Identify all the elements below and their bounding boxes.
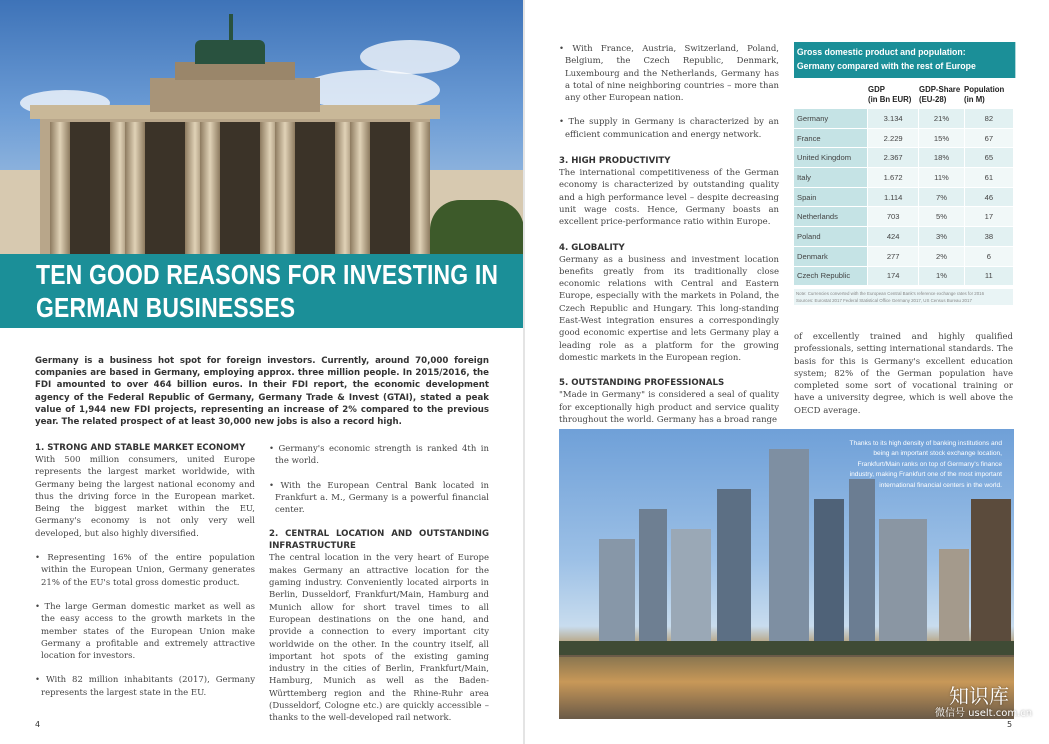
- table-row: Italy 1.672 11% 61: [794, 168, 1013, 188]
- title-line-1: TEN GOOD REASONS FOR INVESTING IN: [36, 259, 499, 290]
- section-2-bullet: • The supply in Germany is characterized by an efficient communication and energy network.: [559, 117, 779, 140]
- page-title: [36, 258, 499, 324]
- section-4-heading: 4. GLOBALITY: [559, 242, 625, 253]
- column-2: [269, 443, 489, 725]
- section-1-bullet: • With 82 million inhabitants (2017), Germany represents the largest state in the EU.: [35, 675, 255, 698]
- section-5-heading: 5. OUTSTANDING PROFESSIONALS: [559, 378, 725, 389]
- table-header-row: [794, 78, 1013, 109]
- table-title-line-2: Germany compared with the rest of Europe: [796, 61, 976, 71]
- intro-paragraph: Germany is a business hot spot for foreign investors. Currently, around 70,000 foreign companies are based in Germany, employing approx. three million people. In 2015/2016, the FDI amounted to over 464 billion euros. In their FDI report, the economic development agency of the Federal Republic of Germany, Germany Trade & Invest (GTAI), stated a peak value of 1,944 new FDI projects, representing an increase of 2% compared to the previous year. The related prospect of at least 30,000 new jobs is also a record high.: [35, 356, 489, 428]
- photo-caption: Thanks to its high density of banking institutions and being an important stock exchange location, Frankfurt/Main ranks on top of Germany's finance industry, making Frankfurt one of the most important international financial centers in the world.: [849, 440, 1002, 489]
- page-number-left: 4: [35, 720, 41, 729]
- frankfurt-skyline-photo: [559, 429, 1014, 719]
- watermark-logo: 知识库: [949, 684, 1009, 708]
- column-3: [559, 43, 779, 426]
- table-row: Poland 424 3% 38: [794, 227, 1013, 247]
- page-number-right: 5: [1007, 720, 1013, 729]
- left-page: [0, 0, 524, 744]
- table-title-line-1: Gross domestic product and population:: [796, 47, 966, 57]
- section-2-bullet: • With France, Austria, Switzerland, Poland, Belgium, the Czech Republic, Denmark, Luxembourg and the Netherlands, Germany has a total of nine neighboring countries – more than any other European nation.: [559, 44, 779, 104]
- column-header-gdp: GDP (in Bn EUR): [868, 85, 912, 104]
- table-row: France 2.229 15% 67: [794, 129, 1013, 149]
- section-5-body-continued: of excellently trained and highly qualified professionals, setting international standards. The basis for this is Germany's excellent education system; 82% of the German population have completed some sort of vocational training or have a university degree, which is well above the OECD average.: [794, 332, 1013, 416]
- section-1-bullet: • With the European Central Bank located in Frankfurt a. M., Germany is a powerful financial center.: [269, 480, 489, 516]
- brandenburg-gate-photo: [0, 0, 524, 254]
- table-row: Denmark 277 2% 6: [794, 247, 1013, 267]
- section-3-heading: 3. HIGH PRODUCTIVITY: [559, 156, 671, 167]
- column-4: [794, 331, 1013, 417]
- table-row: Germany 3.134 21% 82: [794, 109, 1013, 129]
- watermark-sub: 微信号 uselt.com.cn: [935, 708, 1033, 719]
- column-header-population: Population (in M): [964, 85, 1005, 104]
- table-row: Spain 1.114 7% 46: [794, 188, 1013, 208]
- section-1-bullet: • Germany's economic strength is ranked 4th in the world.: [269, 444, 489, 467]
- section-3-body: The international competitiveness of the German economy is characterized by outstanding quality and a high performance level – despite decreasing unit wage costs. Hence, Germany boasts an excellent price-performance ratio within Europe.: [559, 168, 779, 228]
- section-1-heading: 1. STRONG AND STABLE MARKET ECONOMY: [35, 443, 246, 453]
- table-row: Netherlands 703 5% 17: [794, 207, 1013, 227]
- section-2-body: The central location in the very heart of Europe makes Germany an attractive location for the gaming industry. Conveniently located airports in Berlin, Dusseldorf, Frankfurt/Main, Hamburg and Munich allow for short travel times to all European destinations on the one hand, and provide a connection to every important city worldwide on the other. In the country itself, all important hot spots of the existing gaming industry in the cities of Berlin, Frankfurt/Main, Hamburg, Munich as well as the Baden-Württemberg region and the Rhine-Ruhr area (Dusseldorf, Cologne etc.) are quickly accessible – thanks to the well-developed rail network.: [269, 553, 489, 724]
- table-note: Note: Currencies converted with the European Central Bank's reference exchange rates for 2016 Sources: Eurostat 2017 Federal Statistical Office Germany 2017, US Census Bureau 2017: [794, 289, 1013, 305]
- section-2-heading: 2. CENTRAL LOCATION AND OUTSTANDING INFRASTRUCTURE: [269, 529, 489, 552]
- column-1: [35, 442, 255, 711]
- watermark: [935, 684, 1033, 721]
- section-1-bullet: • The large German domestic market as well as the easy access to the growth markets in the member states of the European Union make Germany a profitable and extremely attractive location for investors.: [35, 601, 255, 662]
- table-row: Czech Republic 174 1% 11: [794, 267, 1013, 287]
- table-row: United Kingdom 2.367 18% 65: [794, 148, 1013, 168]
- table-title: [794, 42, 1015, 78]
- section-1-bullet: • Representing 16% of the entire population within the European Union, Germany generates 21% of the EU's total gross domestic product.: [35, 553, 255, 588]
- column-header-share: GDP-Share (EU-28): [919, 85, 961, 104]
- title-line-2: GERMAN BUSINESSES: [36, 292, 296, 323]
- section-1-body: With 500 million consumers, united Europe represents the largest market worldwide, with Germany being the largest national economy and thus the driving force in the European market. Being the biggest market within the EU, Germany's economy is not only very well developed, but also highly diversified.: [35, 455, 255, 539]
- section-4-body: Germany as a business and investment location benefits greatly from its traditionally close economic relations with Central and Eastern Europe, especially with the markets in Poland, the Czech Republic and Hungary. This long-standing East-West integration ensures a correspondingly good economic expertise and lets Germany play a leading role as a platform for the growing domestic markets in the European region.: [559, 254, 779, 363]
- section-5-body: "Made in Germany" is considered a seal of quality for exceptionally high product and service quality throughout the world. Germany has a broad range: [559, 390, 779, 425]
- gdp-table: [794, 42, 1013, 305]
